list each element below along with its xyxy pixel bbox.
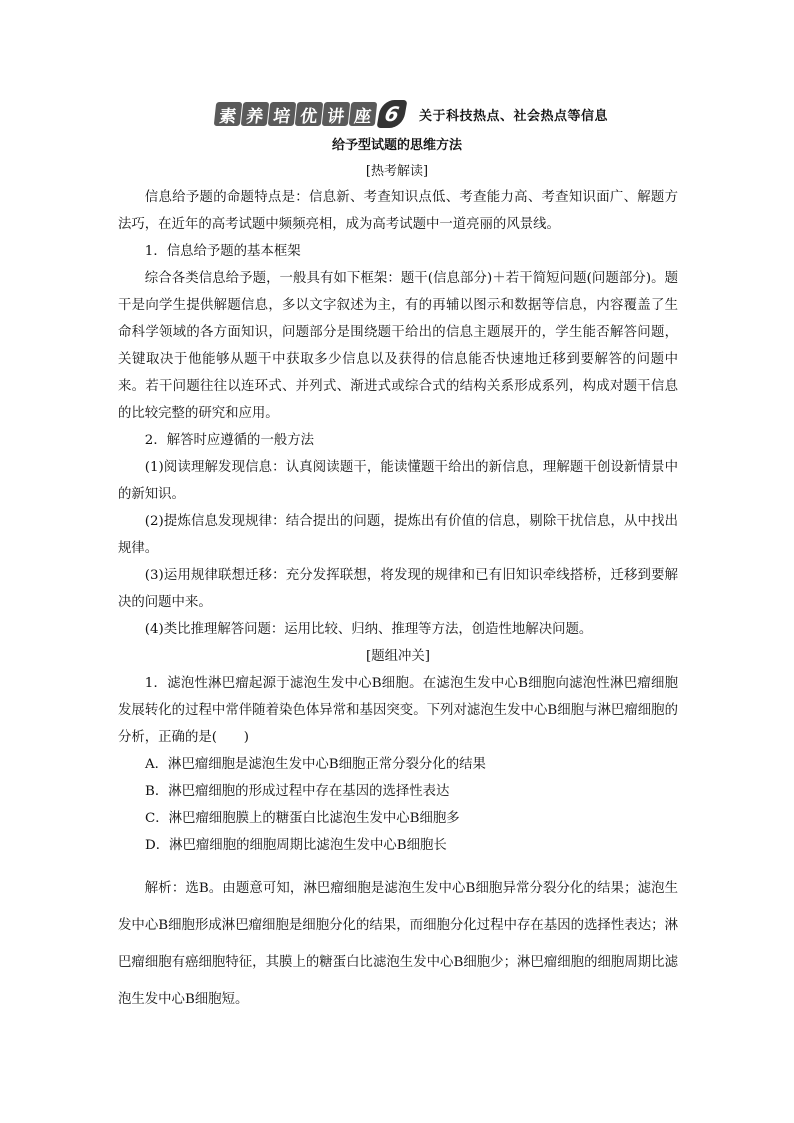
method-item: (1)阅读理解发现信息：认真阅读题干，能读懂题干给出的新信息，理解题干创设新情景中的新知识。 <box>118 460 678 502</box>
method-item: (2)提炼信息发现规律：结合提出的问题，提炼出有价值的信息，剔除干扰信息，从中找出规律。 <box>118 514 678 556</box>
badge-char: 培 <box>268 102 297 126</box>
header-title: 关于科技热点、社会热点等信息 <box>419 108 609 124</box>
question-stem: 1．滤泡性淋巴瘤起源于滤泡生发中心B细胞。在滤泡生发中心B细胞向滤泡性淋巴瘤细胞发展转化的过程中常伴随着染色体异常和基因突变。下列对滤泡生发中心B细胞与淋巴瘤细胞的分析，正确的是( ) <box>118 676 678 745</box>
analysis-text: 解析：选B。由题意可知，淋巴瘤细胞是滤泡生发中心B细胞异常分裂分化的结果；滤泡生发中心B细胞形成淋巴瘤细胞是细胞分化的结果，而细胞分化过程中存在基因的选择性表达；淋巴瘤细胞有癌细胞特征，其膜上的糖蛋白比滤泡生发中心B细胞少；淋巴瘤细胞的细胞周期比滤泡生发中心B细胞短。 <box>118 881 678 1007</box>
section2-heading: 2．解答时应遵循的一般方法 <box>144 433 315 448</box>
badge-char: 养 <box>241 102 270 126</box>
question-option: B．淋巴瘤细胞的形成过程中存在基因的选择性表达 <box>145 784 450 799</box>
method-item: (4)类比推理解答问题：运用比较、归纳、推理等方法，创造性地解决问题。 <box>144 622 593 637</box>
section-label-group: [题组冲关] <box>365 649 430 664</box>
question-option: D．淋巴瘤细胞的细胞周期比滤泡生发中心B细胞长 <box>145 838 447 853</box>
intro-paragraph: 信息给予题的命题特点是：信息新、考查知识点低、考查能力高、考查知识面广、解题方法巧，在近年的高考试题中频频亮相，成为高考试题中一道亮丽的风景线。 <box>118 190 678 232</box>
badge-char: 座 <box>349 102 378 126</box>
answer-analysis <box>118 870 678 1018</box>
badge-char: 讲 <box>322 102 351 126</box>
lecture-badge <box>215 101 405 127</box>
main-content <box>118 184 678 859</box>
question-option: C．淋巴瘤细胞膜上的糖蛋白比滤泡生发中心B细胞多 <box>145 811 460 826</box>
question-option: A．淋巴瘤细胞是滤泡生发中心B细胞正常分裂分化的结果 <box>145 757 486 772</box>
section1-heading: 1．信息给予题的基本框架 <box>144 244 301 259</box>
section-label-hot: [热考解读] <box>365 164 429 179</box>
page-subtitle: 给予型试题的思维方法 <box>331 138 462 153</box>
badge-number: 6 <box>377 100 408 128</box>
method-item: (3)运用规律联想迁移：充分发挥联想，将发现的规律和已有旧知识牵线搭桥，迁移到要解决的问题中来。 <box>118 568 678 610</box>
lecture-header <box>215 99 608 129</box>
badge-char: 优 <box>295 102 324 126</box>
badge-char: 素 <box>214 102 243 126</box>
section1-body: 综合各类信息给予题，一般具有如下框架：题干(信息部分)＋若干简短问题(问题部分)。题干是向学生提供解题信息，多以文字叙述为主，有的再辅以图示和数据等信息，内容覆盖了生命科学领域的各方面知识，问题部分是围绕题干给出的信息主题展开的，学生能否解答问题，关键取决于他能够从题干中获取多少信息以及获得的信息能否快速地迁移到要解答的问题中来。若干问题往往以连环式、并列式、渐进式或综合式的结构关系形成系列，构成对题干信息的比较完整的研究和应用。 <box>118 271 678 421</box>
